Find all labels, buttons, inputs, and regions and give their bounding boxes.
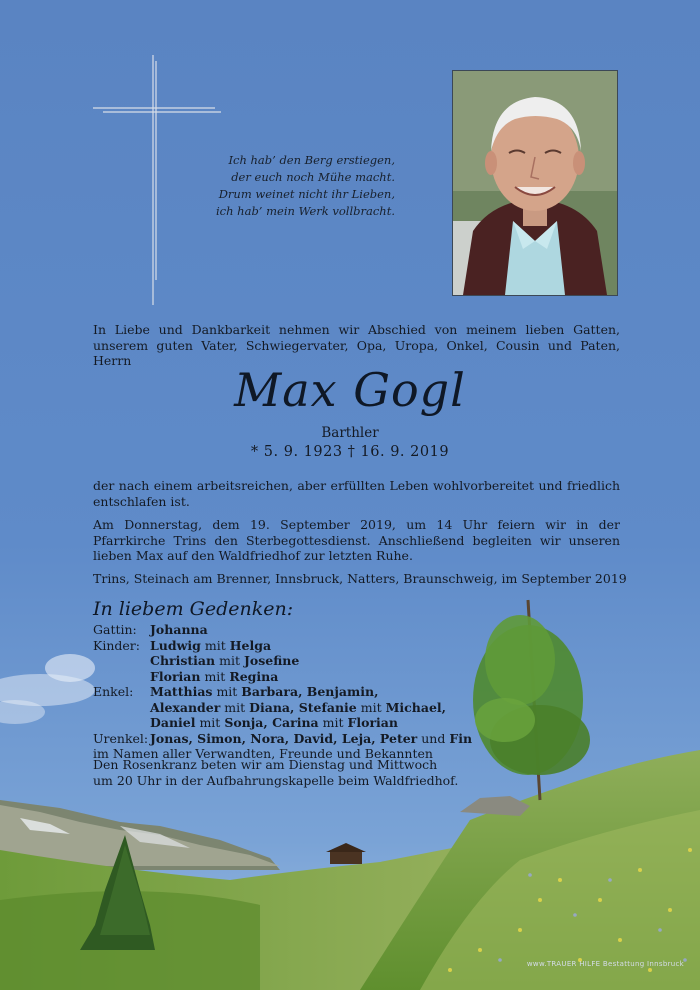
memorial-poem [190,152,395,220]
family-names [150,669,278,685]
memory-heading: In liebem Gedenken: [93,598,294,620]
family-name: Sonja, Carina [224,715,319,730]
connector-text: mit [200,668,230,684]
family-name: Ludwig [150,637,201,653]
family-list [93,622,472,762]
family-row [93,669,472,685]
connector-text: mit [318,715,348,730]
family-name: Daniel [150,715,196,730]
relatives-line: im Namen aller Verwandten, Freunde und Bekannten [93,746,433,761]
family-names [150,700,446,716]
family-name: Helga [229,637,272,653]
deceased-name: Max Gogl [234,363,466,417]
family-row [93,653,472,669]
portrait-photo [452,70,618,296]
connector-text: mit [195,715,225,730]
connector-text: und [417,730,450,746]
family-role-label: Gattin: [93,622,137,637]
rosary-line: um 20 Uhr in der Aufbahrungskapelle beim Waldfriedhof. [93,772,459,788]
family-name: Fin [449,730,473,746]
family-row [93,731,472,747]
family-name: Michael, [385,699,447,715]
poem-line: der euch noch Mühe macht. [231,170,395,184]
family-names [150,653,299,669]
poem-line: ich hab’ mein Werk vollbracht. [216,204,395,218]
family-role-label: Kinder: [93,637,140,653]
family-names [150,684,378,700]
family-row [93,715,472,731]
family-name: Jonas, Simon, Nora, David, Leja, Peter [150,730,418,746]
poem-line: Drum weinet nicht ihr Lieben, [218,187,395,201]
family-name: Johanna [150,622,208,637]
family-name: Barbara, Benjamin, [241,684,379,699]
family-row [93,622,472,638]
family-name: Josefine [243,653,300,668]
connector-text: mit [200,637,230,653]
family-role-label: Urenkel: [93,730,149,746]
rosary-notice [93,757,458,788]
family-name: Diana, Stefanie [249,699,357,715]
connector-text: mit [356,699,386,715]
intro-text: In Liebe und Dankbarkeit nehmen wir Abschied von meinem lieben Gatten, unserem guten Vater, Schwiegervater, Opa, Uropa, Onkel, Cousin und Paten, Herrn [93,322,620,368]
family-role-label [93,653,150,669]
life-dates: * 5. 9. 1923 † 16. 9. 2019 [250,444,450,460]
family-name: Christian [150,653,216,668]
family-name: Alexander [150,699,221,715]
family-name: Florian [150,668,201,684]
family-role-label: Enkel: [93,684,134,699]
family-role-label [93,700,150,716]
family-name: Matthias [150,684,213,699]
poem-line: Ich hab’ den Berg erstiegen, [228,153,395,167]
family-names [150,622,208,638]
family-names [150,731,472,747]
places-date-line: Trins, Steinach am Brenner, Innsbruck, Natters, Braunschweig, im September 2019 [93,571,627,586]
family-row [93,684,472,700]
rosary-line: Den Rosenkranz beten wir am Dienstag und Mittwoch [93,757,438,772]
family-names [150,638,271,654]
family-names [150,715,398,731]
family-role-label [93,669,150,685]
family-row [93,638,472,654]
connector-text: mit [220,699,250,715]
connector-text: mit [212,684,242,699]
passing-text: der nach einem arbeitsreichen, aber erfüllten Leben wohlvorbereitet und friedlich entschlafen ist. [93,478,620,509]
family-role-label [93,715,150,731]
family-name: Florian [347,715,398,730]
connector-text: mit [215,653,244,668]
family-name: Regina [229,668,279,684]
funeral-service-text: Am Donnerstag, dem 19. September 2019, um 14 Uhr feiern wir in der Pfarrkirche Trins den Sterbegottesdienst. Anschließend begleiten wir unseren lieben Max auf den Waldfriedhof zur letzten Ruhe. [93,517,620,563]
nickname: Barthler [321,425,379,441]
family-row [93,700,472,716]
footer-credit: www.TRAUER HILFE Bestattung Innsbruck [526,960,684,968]
